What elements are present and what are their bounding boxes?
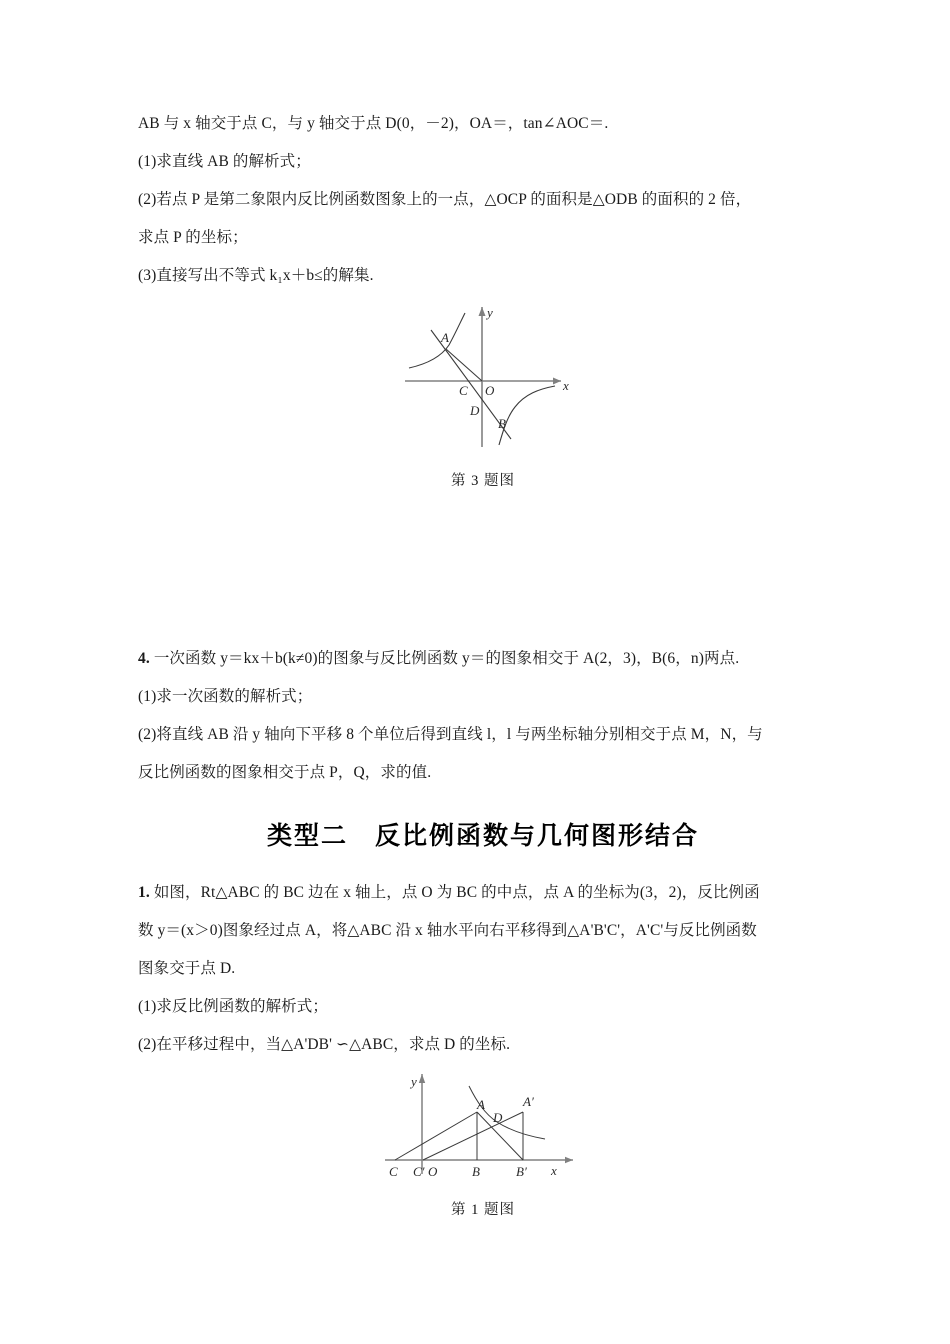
problem4-stem-text: 一次函数 y＝kx＋b(k≠0)的图象与反比例函数 y＝的图象相交于 A(2，3)，B(6，n)两点. [153, 650, 740, 667]
problem1-figure-caption: 第 1 题图 [451, 1202, 515, 1218]
point-label-O: O [428, 1164, 438, 1179]
x-axis-arrow [553, 378, 561, 385]
axis-label-y: y [487, 305, 493, 320]
problem4-sub2-line1 [138, 716, 828, 754]
problem3-figure-caption: 第 3 题图 [451, 473, 515, 489]
vertical-spacer [138, 490, 828, 640]
point-label-D: D [493, 1110, 503, 1125]
problem1-sub2 [138, 1026, 828, 1064]
x-axis-arrow [565, 1157, 573, 1163]
problem3-stem-text: AB 与 x 轴交于点 C，与 y 轴交于点 D(0，－2)，OA＝，tan∠AOC＝. [138, 115, 609, 132]
problem4-sub1 [138, 678, 828, 716]
problem4-sub1-text: (1)求一次函数的解析式； [138, 688, 313, 705]
segment-OA [446, 349, 482, 381]
problem4-number: 4. [138, 650, 150, 667]
point-label-O: O [485, 383, 495, 398]
hyperbola-branch-q4 [499, 386, 555, 445]
problem1-stem-line3 [138, 950, 828, 988]
point-label-A: A [477, 1097, 485, 1112]
point-label-C-prime: C′ [413, 1164, 425, 1179]
point-label-B: B [498, 416, 506, 431]
problem3-sub1-text: (1)求直线 AB 的解析式； [138, 153, 311, 170]
problem3-stem-line [138, 105, 828, 143]
problem4-sub2-text-b: 反比例函数的图象相交于点 P，Q，求的值. [138, 764, 432, 781]
problem4-sub2-text-a: (2)将直线 AB 沿 y 轴向下平移 8 个单位后得到直线 l，l 与两坐标轴分别相交于点 M，N，与 [138, 726, 763, 743]
problem1-stem-text-2: 数 y＝(x＞0)图象经过点 A，将△ABC 沿 x 轴水平向右平移得到△A'B'C'，A'C'与反比例函数 [138, 922, 757, 939]
point-label-A: A [441, 330, 449, 345]
problem3-figure-wrap [138, 295, 828, 490]
problem4-stem [138, 640, 828, 678]
hyperbola-branch-q2 [409, 313, 465, 368]
problem1-figure [373, 1064, 593, 1184]
problem1-sub2-text: (2)在平移过程中，当△A'DB' ∽△ABC，求点 D 的坐标. [138, 1036, 511, 1053]
segment-CA [395, 1112, 477, 1160]
point-label-B-prime: B′ [516, 1164, 527, 1179]
problem1-stem-text-3: 图象交于点 D. [138, 960, 236, 977]
point-label-C: C [389, 1164, 398, 1179]
problem1-figure-wrap [138, 1064, 828, 1219]
segment-CprimeAprime [423, 1112, 523, 1160]
axis-label-x: x [563, 378, 569, 393]
y-axis-arrow [419, 1074, 425, 1083]
page-content [138, 105, 828, 1219]
problem3-sub2-text-a: (2)若点 P 是第二象限内反比例函数图象上的一点，△OCP 的面积是△ODB 的面积的 2 倍， [138, 191, 752, 208]
problem1-stem-line1 [138, 874, 828, 912]
problem3-sub2-line2 [138, 219, 828, 257]
point-label-D: D [470, 403, 480, 418]
problem3-sub2-line1 [138, 181, 828, 219]
problem1-sub1 [138, 988, 828, 1026]
point-label-B: B [472, 1164, 480, 1179]
point-label-C: C [459, 383, 468, 398]
point-label-A-prime: A′ [523, 1094, 534, 1109]
problem4-sub2-line2 [138, 754, 828, 792]
problem3-sub1 [138, 143, 828, 181]
problem1-stem-line2 [138, 912, 828, 950]
problem3-sub2-text-b: 求点 P 的坐标； [138, 229, 248, 246]
problem1-sub1-text: (1)求反比例函数的解析式； [138, 998, 328, 1015]
axis-label-y: y [411, 1074, 417, 1089]
problem3-sub3-text: (3)直接写出不等式 k₁x＋b≤的解集. [138, 267, 374, 284]
problem1-stem-text-1: 如图，Rt△ABC 的 BC 边在 x 轴上，点 O 为 BC 的中点，点 A 的坐标为(3，2)，反比例函 [153, 884, 760, 901]
axis-label-x: x [551, 1163, 557, 1178]
problem1-number: 1. [138, 884, 150, 901]
problem3-figure [383, 295, 583, 455]
y-axis-arrow [479, 307, 486, 316]
problem3-sub3 [138, 257, 828, 295]
section-heading: 类型二 反比例函数与几何图形结合 [266, 821, 699, 850]
